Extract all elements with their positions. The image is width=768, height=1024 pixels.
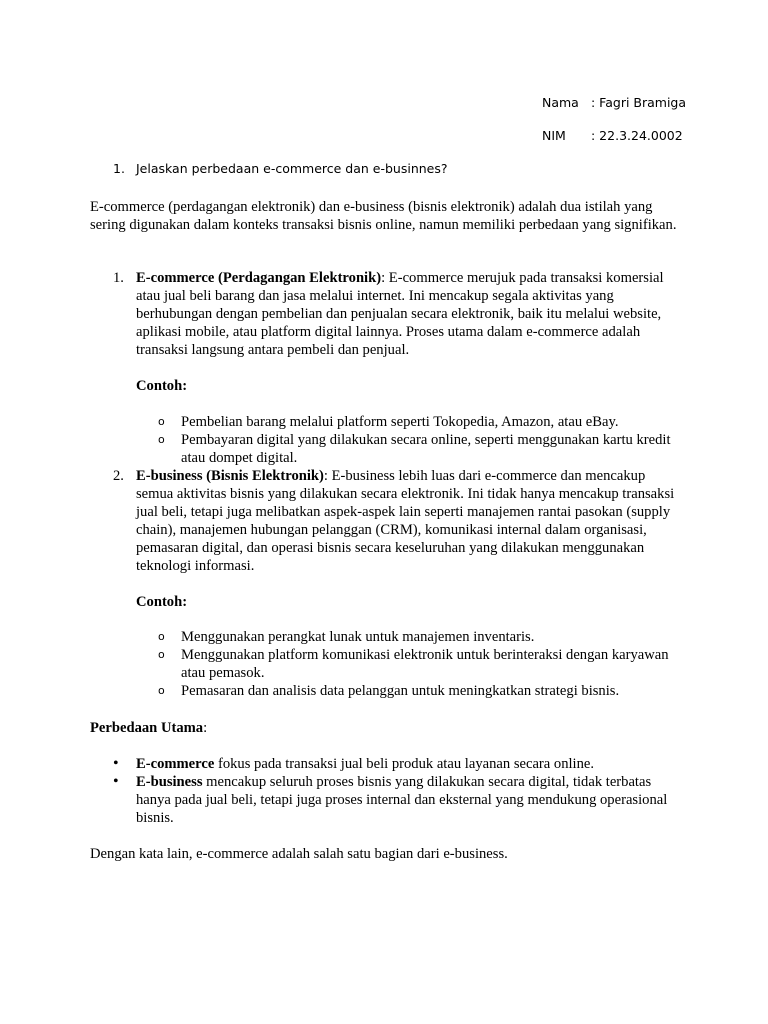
bullet-marker: • <box>113 773 119 790</box>
name-value: : Fagri Bramiga <box>591 95 687 110</box>
item-1-term: E-commerce (Perdagangan Elektronik) <box>136 270 382 286</box>
sub-bullet-marker: o <box>158 415 165 428</box>
item-2-example-heading: Contoh: <box>136 594 188 610</box>
difference-point-1 <box>136 755 681 773</box>
item-1-number: 1. <box>113 270 124 286</box>
difference-term-2: E-business <box>136 774 203 790</box>
item-1-example-heading: Contoh: <box>136 378 188 394</box>
nim-label: NIM <box>542 128 566 143</box>
intro-paragraph: E-commerce (perdagangan elektronik) dan e-business (bisnis elektronik) adalah dua istilah yang sering digunakan dalam konteks transaksi bisnis online, namun memiliki perbedaan yang signifikan. <box>90 199 677 233</box>
item-2-description: : E-business lebih luas dari e-commerce dan mencakup semua aktivitas bisnis yang dilakukan secara elektronik. Ini tidak hanya mencakup transaksi jual beli, tetapi juga melibatkan aspek-aspek lain seperti manajemen rantai pasokan (supply chain), manajemen hubungan pelanggan (CRM), komunikasi internal dalam organisasi, pemasaran digital, dan operasi bisnis secara keseluruhan yang dilakukan menggunakan teknologi informasi. <box>136 468 675 574</box>
conclusion-paragraph: Dengan kata lain, e-commerce adalah salah satu bagian dari e-business. <box>90 846 508 862</box>
differences-heading <box>90 719 207 737</box>
difference-point-2 <box>136 773 681 827</box>
item-1-paragraph <box>136 269 681 359</box>
differences-heading-text: Perbedaan Utama <box>90 720 204 736</box>
question-number: 1. <box>113 161 125 176</box>
difference-text-2: mencakup seluruh proses bisnis yang dilakukan secara digital, tidak terbatas hanya pada jual beli, tetapi juga proses internal dan eksternal yang mendukung operasional bisnis. <box>136 774 668 826</box>
item-2-example-3: Pemasaran dan analisis data pelanggan untuk meningkatkan strategi bisnis. <box>181 683 620 699</box>
difference-term-1: E-commerce <box>136 756 215 772</box>
sub-bullet-marker: o <box>158 630 165 643</box>
sub-bullet-marker: o <box>158 684 165 697</box>
item-2-term: E-business (Bisnis Elektronik) <box>136 468 324 484</box>
bullet-marker: • <box>113 755 119 772</box>
item-1-example-2: Pembayaran digital yang dilakukan secara online, seperti menggunakan kartu kredit atau dompet digital. <box>181 432 671 466</box>
differences-heading-colon: : <box>203 720 208 736</box>
item-2-paragraph <box>136 467 681 575</box>
sub-bullet-marker: o <box>158 648 165 661</box>
sub-bullet-marker: o <box>158 433 165 446</box>
nim-value: : 22.3.24.0002 <box>591 128 683 143</box>
item-2-example-2: Menggunakan platform komunikasi elektronik untuk berinteraksi dengan karyawan atau pemasok. <box>181 647 669 681</box>
difference-text-1: fokus pada transaksi jual beli produk atau layanan secara online. <box>214 756 595 772</box>
item-1-example-1: Pembelian barang melalui platform seperti Tokopedia, Amazon, atau eBay. <box>181 414 619 430</box>
name-label: Nama <box>542 95 579 110</box>
question-text: Jelaskan perbedaan e-commerce dan e-businnes? <box>136 161 448 176</box>
item-1-description: : E-commerce merujuk pada transaksi komersial atau jual beli barang dan jasa melalui internet. Ini mencakup segala aktivitas yang berhubungan dengan pembelian dan penjualan secara elektronik, baik itu melalui website, aplikasi mobile, atau platform digital lainnya. Proses utama dalam e-commerce adalah transaksi langsung antara pembeli dan penjual. <box>136 270 664 358</box>
item-2-number: 2. <box>113 468 124 484</box>
item-2-example-1: Menggunakan perangkat lunak untuk manajemen inventaris. <box>181 629 535 645</box>
